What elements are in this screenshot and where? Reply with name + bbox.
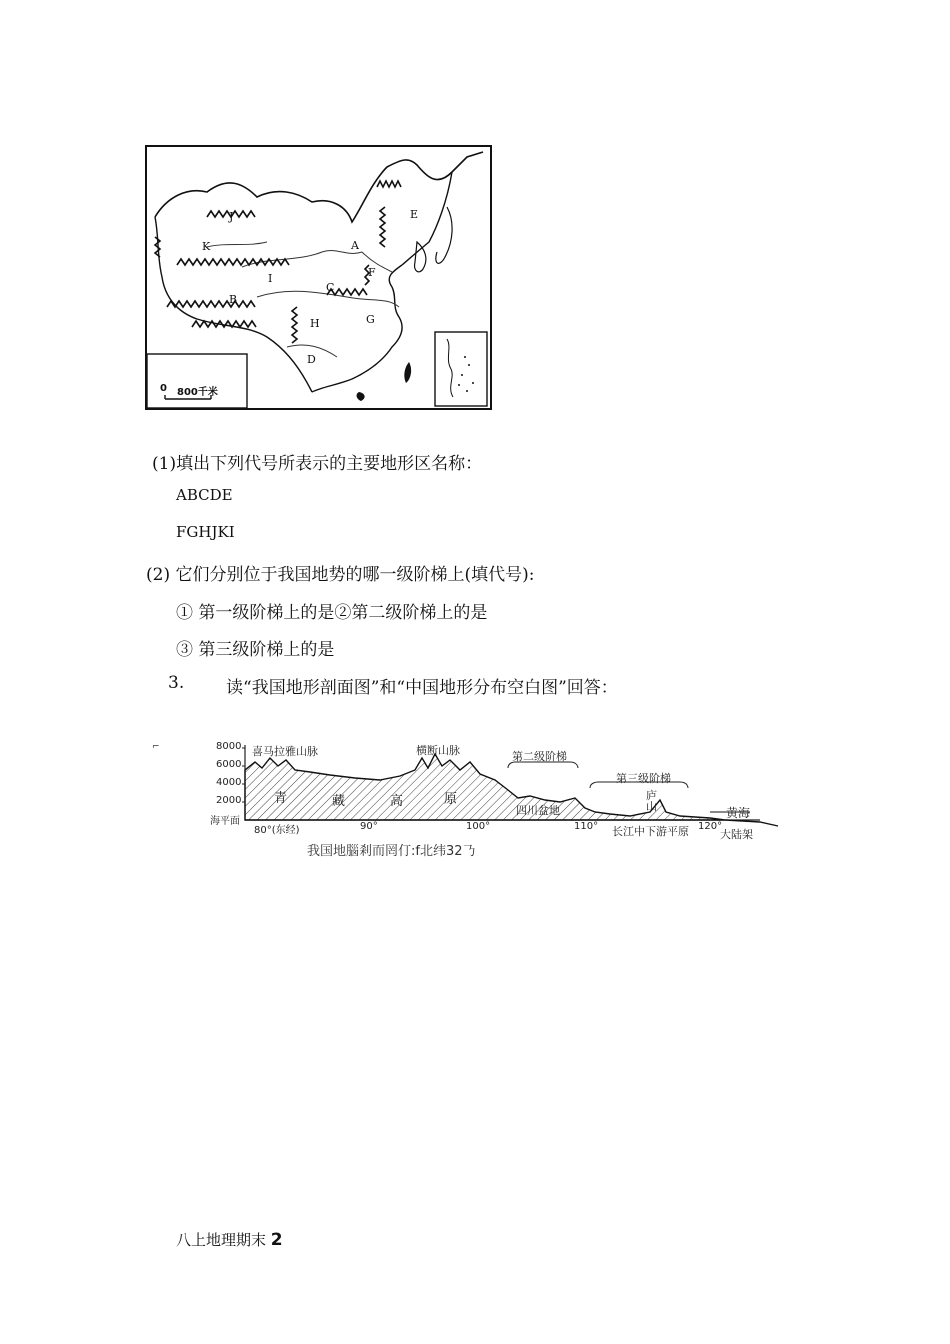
scale-zero: 0 [160, 383, 167, 394]
svg-text:⌐: ⌐ [152, 742, 160, 752]
profile-caption: 我国地腦剎而罔仃:f北纬32𠄎 [307, 844, 476, 859]
y-tick-2000: 2000 [216, 795, 242, 806]
map-label-e: E [410, 208, 419, 221]
map-label-h: H [310, 317, 320, 330]
map-label-f: F [368, 266, 376, 279]
page-footer [176, 1229, 283, 1250]
map-drawing [147, 147, 490, 408]
question-1-line-1: ABCDE [176, 486, 233, 504]
map-label-b: B [229, 293, 238, 306]
y-tick-4000: 4000 [216, 777, 242, 788]
label-plain: 长江中下游平原 [612, 825, 689, 838]
x-tick-110: 110° [574, 821, 599, 832]
question-2: (2) 它们分别位于我国地势的哪一级阶梯上(填代号): [146, 565, 535, 585]
footer-text: 八上地理期末 [176, 1231, 267, 1249]
label-sichuan-basin: 四川盆地 [516, 804, 560, 817]
scale-text: 800千米 [177, 387, 218, 398]
label-qing: 青 [274, 791, 288, 806]
question-1-line-2: FGHJKI [176, 523, 235, 541]
question-2-line-1: ① 第一级阶梯上的是②第二级阶梯上的是 [176, 603, 488, 623]
y-tick-sea-level: 海平面 [210, 816, 240, 827]
label-step-2: 第二级阶梯 [512, 750, 567, 763]
y-tick-8000: 8000 [216, 741, 242, 752]
map-label-c: C [326, 281, 335, 294]
page-number: 2 [270, 1230, 283, 1250]
map-label-a: A [351, 239, 359, 252]
map-label-g: G [366, 313, 375, 326]
label-zang: 藏 [332, 794, 346, 809]
question-3-number: 3. [168, 673, 185, 693]
y-tick-6000: 6000 [216, 759, 242, 770]
label-hengduan: 横断山脉 [416, 744, 460, 757]
x-tick-120: 120° [698, 821, 723, 832]
label-gao: 高 [390, 794, 404, 809]
label-lushan: 庐山 [646, 789, 657, 813]
label-himalaya: 喜马拉雅山脉 [252, 745, 318, 758]
x-tick-80: 80°(东经) [254, 825, 300, 836]
question-3: 读“我国地形剖面图”和“中国地形分布空白图”回答： [226, 678, 618, 698]
label-yuan: 原 [444, 792, 458, 807]
question-1: (1)填出下列代号所表示的主要地形区名称： [152, 454, 483, 474]
map-label-j: J [229, 210, 234, 223]
map-label-i: I [268, 272, 273, 285]
map-label-k: K [202, 240, 211, 253]
question-2-line-2: ③ 第三级阶梯上的是 [176, 640, 335, 660]
label-shelf: 大陆架 [720, 828, 753, 841]
china-terrain-map [145, 145, 492, 410]
label-step-3: 第三级阶梯 [616, 772, 671, 785]
x-tick-90: 90° [360, 821, 378, 832]
map-label-d: D [307, 353, 316, 366]
label-yellow-sea: 黄海 [726, 806, 751, 820]
x-tick-100: 100° [466, 821, 491, 832]
